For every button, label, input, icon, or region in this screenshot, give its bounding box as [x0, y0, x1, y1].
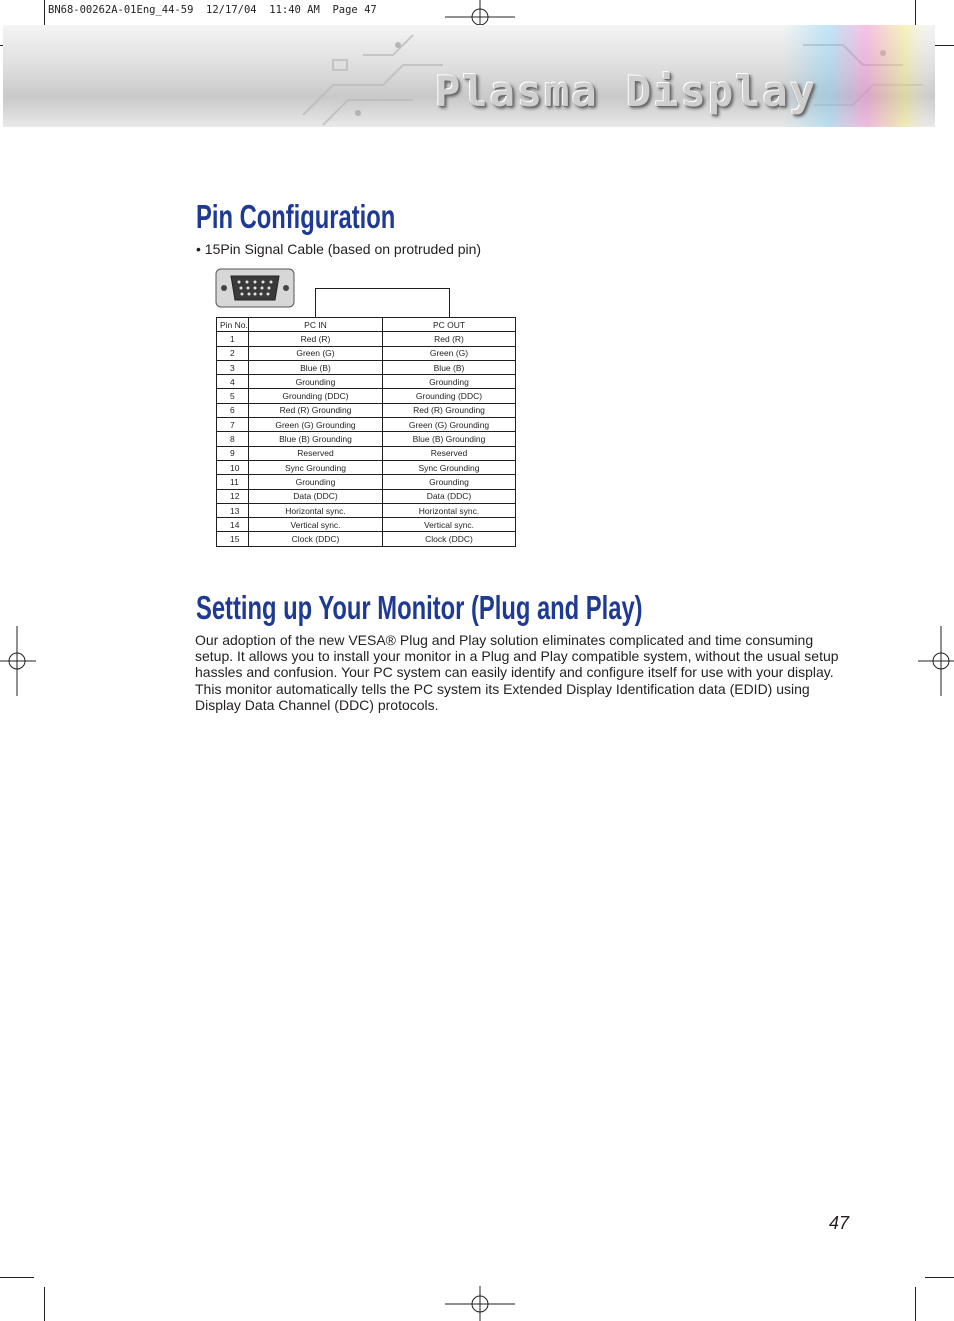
- pc-out-cell: Vertical sync.: [383, 518, 516, 532]
- registration-mark-icon: [918, 626, 954, 696]
- pin-number: 13: [217, 503, 249, 517]
- pc-out-cell: Sync Grounding: [383, 460, 516, 474]
- pc-in-cell: Grounding: [249, 475, 383, 489]
- pc-out-cell: Reserved: [383, 446, 516, 460]
- pc-out-cell: Data (DDC): [383, 489, 516, 503]
- table-row: [217, 518, 516, 532]
- print-slug: BN68-00262A-01Eng_44-59 12/17/04 11:40 AM Page 47: [48, 4, 377, 16]
- pc-out-cell: Red (R): [383, 332, 516, 346]
- pc-out-cell: Green (G): [383, 346, 516, 360]
- pc-in-cell: Horizontal sync.: [249, 503, 383, 517]
- table-row: [217, 489, 516, 503]
- pc-in-cell: Sync Grounding: [249, 460, 383, 474]
- table-row: [217, 503, 516, 517]
- pin-number: 6: [217, 403, 249, 417]
- crop-mark: [925, 1277, 954, 1278]
- connector-bracket: [315, 288, 450, 317]
- pin-table: [216, 317, 516, 547]
- pc-out-cell: Horizontal sync.: [383, 503, 516, 517]
- table-row: [217, 375, 516, 389]
- table-row: [217, 332, 516, 346]
- pin-number: 14: [217, 518, 249, 532]
- pin-number: 5: [217, 389, 249, 403]
- plug-and-play-heading: Setting up Your Monitor (Plug and Play): [196, 589, 643, 626]
- pin-number: 8: [217, 432, 249, 446]
- pin-number: 3: [217, 360, 249, 374]
- registration-mark-icon: [445, 1286, 515, 1321]
- table-row: [217, 475, 516, 489]
- crop-mark: [915, 1287, 916, 1321]
- pin-number: 11: [217, 475, 249, 489]
- vga-connector-icon: [215, 268, 295, 308]
- pc-in-cell: Green (G) Grounding: [249, 418, 383, 432]
- table-row: [217, 360, 516, 374]
- table-header-row: [217, 318, 516, 332]
- pc-in-cell: Clock (DDC): [249, 532, 383, 546]
- crop-mark: [44, 1287, 45, 1321]
- pc-in-cell: Grounding: [249, 375, 383, 389]
- column-header: PC OUT: [383, 318, 516, 332]
- pc-out-cell: Grounding (DDC): [383, 389, 516, 403]
- pc-out-cell: Blue (B): [383, 360, 516, 374]
- pc-out-cell: Grounding: [383, 375, 516, 389]
- column-header: PC IN: [249, 318, 383, 332]
- header-banner: [3, 25, 935, 127]
- pc-in-cell: Green (G): [249, 346, 383, 360]
- pc-in-cell: Vertical sync.: [249, 518, 383, 532]
- pc-out-cell: Clock (DDC): [383, 532, 516, 546]
- pc-in-cell: Blue (B) Grounding: [249, 432, 383, 446]
- pc-out-cell: Grounding: [383, 475, 516, 489]
- table-row: [217, 532, 516, 546]
- pc-out-cell: Green (G) Grounding: [383, 418, 516, 432]
- pc-in-cell: Red (R): [249, 332, 383, 346]
- pc-out-cell: Red (R) Grounding: [383, 403, 516, 417]
- pc-in-cell: Grounding (DDC): [249, 389, 383, 403]
- banner-title: Plasma Display: [435, 67, 818, 116]
- table-row: [217, 418, 516, 432]
- pc-in-cell: Reserved: [249, 446, 383, 460]
- cable-bullet-text: • 15Pin Signal Cable (based on protruded pin): [196, 241, 482, 257]
- pin-number: 2: [217, 346, 249, 360]
- table-row: [217, 403, 516, 417]
- table-row: [217, 389, 516, 403]
- column-header: Pin No.: [217, 318, 249, 332]
- pin-number: 15: [217, 532, 249, 546]
- page-number: 47: [829, 1213, 850, 1233]
- pc-in-cell: Data (DDC): [249, 489, 383, 503]
- plug-and-play-body: Our adoption of the new VESA® Plug and Play solution eliminates complicated and time consuming setup. It allows you to install your monitor in a Plug and Play compatible system, without the usual setup hassles and confusion. Your PC system can easily identify and configure itself for use with your display. This monitor automatically tells the PC system its Extended Display Identification data (EDID) using Display Data Channel (DDC) protocols.: [195, 632, 839, 713]
- table-row: [217, 446, 516, 460]
- pin-number: 12: [217, 489, 249, 503]
- pin-number: 9: [217, 446, 249, 460]
- pin-number: 1: [217, 332, 249, 346]
- pin-number: 7: [217, 418, 249, 432]
- table-row: [217, 432, 516, 446]
- pc-out-cell: Blue (B) Grounding: [383, 432, 516, 446]
- pin-number: 10: [217, 460, 249, 474]
- crop-mark: [0, 1277, 34, 1278]
- pin-number: 4: [217, 375, 249, 389]
- pin-configuration-heading: Pin Configuration: [196, 198, 396, 235]
- table-row: [217, 346, 516, 360]
- pc-in-cell: Red (R) Grounding: [249, 403, 383, 417]
- registration-mark-icon: [0, 626, 36, 696]
- table-row: [217, 460, 516, 474]
- pc-in-cell: Blue (B): [249, 360, 383, 374]
